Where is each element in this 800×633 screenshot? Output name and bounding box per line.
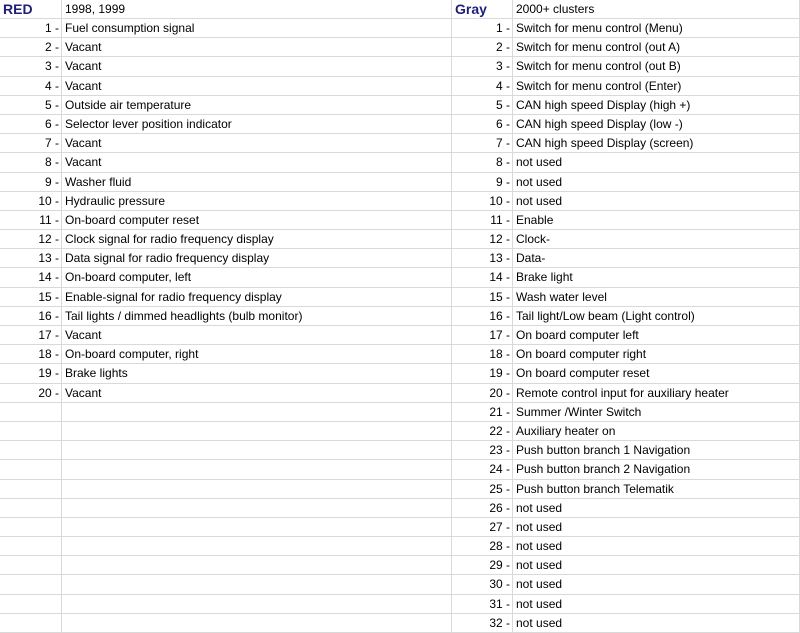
empty-cell[interactable] bbox=[62, 537, 452, 556]
red-pin-label[interactable]: Hydraulic pressure bbox=[62, 192, 452, 211]
red-pin-number[interactable]: 3 - bbox=[0, 57, 62, 76]
red-pin-number[interactable]: 10 - bbox=[0, 192, 62, 211]
red-pin-label[interactable]: On-board computer, left bbox=[62, 268, 452, 287]
gray-pin-label[interactable]: not used bbox=[513, 518, 800, 537]
empty-cell[interactable] bbox=[0, 441, 62, 460]
gray-pin-label[interactable]: CAN high speed Display (high +) bbox=[513, 96, 800, 115]
gray-pin-label[interactable]: On board computer left bbox=[513, 326, 800, 345]
red-pin-label[interactable]: Brake lights bbox=[62, 364, 452, 383]
gray-pin-label[interactable]: Clock- bbox=[513, 230, 800, 249]
gray-pin-number[interactable]: 18 - bbox=[452, 345, 513, 364]
red-pin-number[interactable]: 7 - bbox=[0, 134, 62, 153]
gray-pin-number[interactable]: 20 - bbox=[452, 384, 513, 403]
gray-pin-label[interactable]: not used bbox=[513, 614, 800, 633]
gray-pin-label[interactable]: On board computer right bbox=[513, 345, 800, 364]
gray-pin-number[interactable]: 4 - bbox=[452, 77, 513, 96]
gray-pin-number[interactable]: 6 - bbox=[452, 115, 513, 134]
empty-cell[interactable] bbox=[0, 537, 62, 556]
gray-pin-number[interactable]: 8 - bbox=[452, 153, 513, 172]
gray-pin-number[interactable]: 27 - bbox=[452, 518, 513, 537]
gray-pin-number[interactable]: 5 - bbox=[452, 96, 513, 115]
gray-pin-number[interactable]: 7 - bbox=[452, 134, 513, 153]
red-pin-label[interactable]: Selector lever position indicator bbox=[62, 115, 452, 134]
red-pin-number[interactable]: 12 - bbox=[0, 230, 62, 249]
gray-pin-number[interactable]: 30 - bbox=[452, 575, 513, 594]
gray-pin-label[interactable]: Switch for menu control (Enter) bbox=[513, 77, 800, 96]
gray-pin-label[interactable]: Wash water level bbox=[513, 288, 800, 307]
empty-cell[interactable] bbox=[62, 460, 452, 479]
red-pin-label[interactable]: Washer fluid bbox=[62, 173, 452, 192]
gray-pin-number[interactable]: 14 - bbox=[452, 268, 513, 287]
gray-pin-number[interactable]: 15 - bbox=[452, 288, 513, 307]
gray-pin-label[interactable]: not used bbox=[513, 153, 800, 172]
empty-cell[interactable] bbox=[0, 595, 62, 614]
empty-cell[interactable] bbox=[62, 403, 452, 422]
red-pin-label[interactable]: Vacant bbox=[62, 57, 452, 76]
red-pin-label[interactable]: Data signal for radio frequency display bbox=[62, 249, 452, 268]
empty-cell[interactable] bbox=[0, 499, 62, 518]
red-pin-number[interactable]: 18 - bbox=[0, 345, 62, 364]
red-pin-label[interactable]: Vacant bbox=[62, 38, 452, 57]
gray-pin-number[interactable]: 13 - bbox=[452, 249, 513, 268]
red-pin-number[interactable]: 19 - bbox=[0, 364, 62, 383]
gray-pin-number[interactable]: 29 - bbox=[452, 556, 513, 575]
gray-pin-label[interactable]: Tail light/Low beam (Light control) bbox=[513, 307, 800, 326]
empty-cell[interactable] bbox=[0, 518, 62, 537]
red-pin-number[interactable]: 17 - bbox=[0, 326, 62, 345]
empty-cell[interactable] bbox=[62, 518, 452, 537]
red-pin-label[interactable]: Vacant bbox=[62, 326, 452, 345]
gray-pin-label[interactable]: On board computer reset bbox=[513, 364, 800, 383]
gray-pin-label[interactable]: not used bbox=[513, 173, 800, 192]
gray-pin-number[interactable]: 16 - bbox=[452, 307, 513, 326]
gray-pin-number[interactable]: 17 - bbox=[452, 326, 513, 345]
gray-pin-label[interactable]: Switch for menu control (out B) bbox=[513, 57, 800, 76]
gray-pin-number[interactable]: 25 - bbox=[452, 480, 513, 499]
empty-cell[interactable] bbox=[62, 499, 452, 518]
gray-pin-label[interactable]: CAN high speed Display (low -) bbox=[513, 115, 800, 134]
red-header-subtitle[interactable]: 1998, 1999 bbox=[62, 0, 452, 19]
empty-cell[interactable] bbox=[62, 422, 452, 441]
gray-pin-label[interactable]: CAN high speed Display (screen) bbox=[513, 134, 800, 153]
empty-cell[interactable] bbox=[0, 614, 62, 633]
red-pin-label[interactable]: Outside air temperature bbox=[62, 96, 452, 115]
empty-cell[interactable] bbox=[0, 480, 62, 499]
gray-pin-label[interactable]: Enable bbox=[513, 211, 800, 230]
red-pin-number[interactable]: 1 - bbox=[0, 19, 62, 38]
gray-pin-label[interactable]: not used bbox=[513, 192, 800, 211]
gray-pin-number[interactable]: 24 - bbox=[452, 460, 513, 479]
red-pin-number[interactable]: 16 - bbox=[0, 307, 62, 326]
red-pin-label[interactable]: Enable-signal for radio frequency display bbox=[62, 288, 452, 307]
red-pin-label[interactable]: Clock signal for radio frequency display bbox=[62, 230, 452, 249]
gray-header-title[interactable]: Gray bbox=[452, 0, 513, 19]
empty-cell[interactable] bbox=[0, 403, 62, 422]
red-pin-label[interactable]: Vacant bbox=[62, 384, 452, 403]
gray-pin-number[interactable]: 22 - bbox=[452, 422, 513, 441]
red-pin-number[interactable]: 2 - bbox=[0, 38, 62, 57]
red-pin-number[interactable]: 5 - bbox=[0, 96, 62, 115]
gray-pin-number[interactable]: 1 - bbox=[452, 19, 513, 38]
gray-pin-number[interactable]: 9 - bbox=[452, 173, 513, 192]
gray-pin-label[interactable]: Push button branch Telematik bbox=[513, 480, 800, 499]
gray-pin-label[interactable]: Switch for menu control (Menu) bbox=[513, 19, 800, 38]
empty-cell[interactable] bbox=[0, 575, 62, 594]
empty-cell[interactable] bbox=[0, 556, 62, 575]
red-pin-label[interactable]: Vacant bbox=[62, 77, 452, 96]
gray-pin-label[interactable]: Data- bbox=[513, 249, 800, 268]
gray-pin-number[interactable]: 23 - bbox=[452, 441, 513, 460]
red-pin-number[interactable]: 14 - bbox=[0, 268, 62, 287]
red-header-title[interactable]: RED bbox=[0, 0, 62, 19]
empty-cell[interactable] bbox=[0, 422, 62, 441]
gray-pin-number[interactable]: 21 - bbox=[452, 403, 513, 422]
gray-pin-label[interactable]: Switch for menu control (out A) bbox=[513, 38, 800, 57]
gray-pin-number[interactable]: 3 - bbox=[452, 57, 513, 76]
empty-cell[interactable] bbox=[62, 595, 452, 614]
red-pin-number[interactable]: 8 - bbox=[0, 153, 62, 172]
empty-cell[interactable] bbox=[62, 441, 452, 460]
red-pin-number[interactable]: 15 - bbox=[0, 288, 62, 307]
gray-pin-number[interactable]: 26 - bbox=[452, 499, 513, 518]
gray-pin-label[interactable]: not used bbox=[513, 537, 800, 556]
empty-cell[interactable] bbox=[0, 460, 62, 479]
gray-pin-number[interactable]: 19 - bbox=[452, 364, 513, 383]
red-pin-number[interactable]: 4 - bbox=[0, 77, 62, 96]
gray-pin-label[interactable]: Remote control input for auxiliary heater bbox=[513, 384, 800, 403]
gray-pin-label[interactable]: Brake light bbox=[513, 268, 800, 287]
red-pin-label[interactable]: On-board computer reset bbox=[62, 211, 452, 230]
gray-pin-number[interactable]: 2 - bbox=[452, 38, 513, 57]
red-pin-label[interactable]: Fuel consumption signal bbox=[62, 19, 452, 38]
gray-pin-number[interactable]: 12 - bbox=[452, 230, 513, 249]
gray-pin-label[interactable]: Push button branch 1 Navigation bbox=[513, 441, 800, 460]
red-pin-label[interactable]: Tail lights / dimmed headlights (bulb monitor) bbox=[62, 307, 452, 326]
gray-pin-number[interactable]: 11 - bbox=[452, 211, 513, 230]
gray-pin-number[interactable]: 28 - bbox=[452, 537, 513, 556]
empty-cell[interactable] bbox=[62, 575, 452, 594]
red-pin-label[interactable]: On-board computer, right bbox=[62, 345, 452, 364]
gray-pin-label[interactable]: not used bbox=[513, 575, 800, 594]
red-pin-label[interactable]: Vacant bbox=[62, 134, 452, 153]
gray-pin-number[interactable]: 32 - bbox=[452, 614, 513, 633]
red-pin-number[interactable]: 6 - bbox=[0, 115, 62, 134]
empty-cell[interactable] bbox=[62, 556, 452, 575]
empty-cell[interactable] bbox=[62, 480, 452, 499]
red-pin-number[interactable]: 9 - bbox=[0, 173, 62, 192]
red-pin-label[interactable]: Vacant bbox=[62, 153, 452, 172]
gray-pin-label[interactable]: not used bbox=[513, 556, 800, 575]
gray-pin-number[interactable]: 10 - bbox=[452, 192, 513, 211]
gray-pin-label[interactable]: not used bbox=[513, 595, 800, 614]
gray-pin-label[interactable]: Auxiliary heater on bbox=[513, 422, 800, 441]
red-pin-number[interactable]: 13 - bbox=[0, 249, 62, 268]
gray-pin-label[interactable]: Push button branch 2 Navigation bbox=[513, 460, 800, 479]
gray-pin-label[interactable]: Summer /Winter Switch bbox=[513, 403, 800, 422]
gray-pin-number[interactable]: 31 - bbox=[452, 595, 513, 614]
empty-cell[interactable] bbox=[62, 614, 452, 633]
gray-header-subtitle[interactable]: 2000+ clusters bbox=[513, 0, 800, 19]
red-pin-number[interactable]: 11 - bbox=[0, 211, 62, 230]
gray-pin-label[interactable]: not used bbox=[513, 499, 800, 518]
red-pin-number[interactable]: 20 - bbox=[0, 384, 62, 403]
